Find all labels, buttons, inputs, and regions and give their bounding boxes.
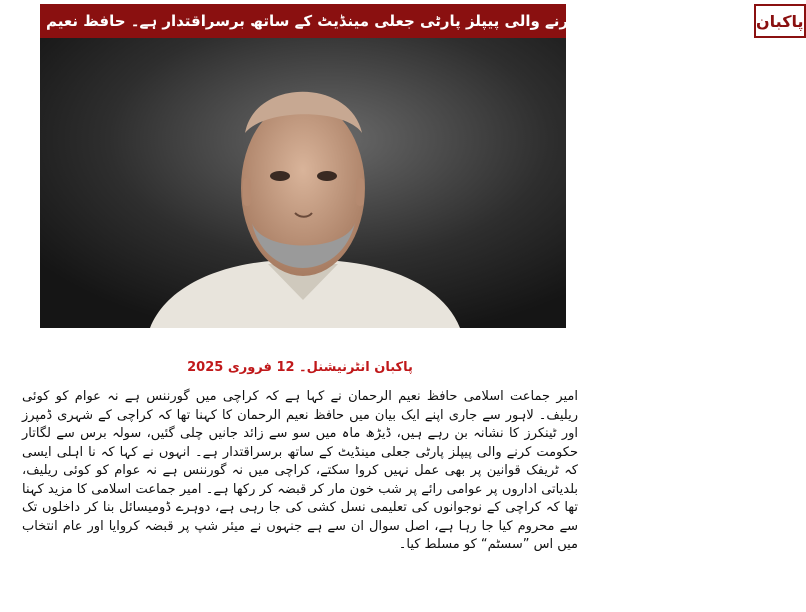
portrait-photo bbox=[40, 38, 566, 328]
headline-text: سولہ سال سے حکومت کرنے والی پیپلز پارٹی جعلی مینڈیٹ کے ساتھ برسراقتدار ہے۔ حافظ نعیم bbox=[46, 12, 749, 30]
dateline: پاکبان انٹرنیشنل۔ 12 فروری 2025 bbox=[187, 360, 413, 375]
brand-label: پاکبان bbox=[756, 11, 804, 31]
brand-logo bbox=[754, 4, 806, 38]
article-body: امیر جماعت اسلامی حافظ نعیم الرحمان نے کہا ہے کہ کراچی میں گورننس ہے نہ عوام کو کوئی ریلیف۔ لاہور سے جاری اپنے ایک بیان میں حافظ نعیم الرحمان کا کہنا تھا کہ کراچی کے شہری ڈمپرز اور ٹینکرز کا نشانہ بن رہے ہیں، ڈیڑھ ماہ میں سو سے زائد جانیں چلی گئیں، سولہ برس سے لگاتار حکومت کرنے والی پیپلز پارٹی جعلی مینڈیٹ کے ساتھ برسراقتدار ہے۔ انہوں نے کہا کہ نا اہلی ایسی کہ ٹریفک قوانین پر بھی عمل نہیں کروا سکتے، کراچی میں نہ گورننس ہے نہ عوام کو کوئی ریلیف، بلدیاتی اداروں پر عوامی رائے پر شب خون مار کر قبضہ کر رکھا ہے۔ امیر جماعت اسلامی کا مزید کہنا تھا کہ کراچی کے نوجوانوں کی تعلیمی نسل کشی کی جا رہی ہے، دوہرے ڈومیسائل بنا کر داخلوں تک سے محروم کیا جا رہا ہے، اصل سوال ان سے ہے جنہوں نے میئر شپ پر قبضہ کروایا اور عام انتخاب میں اس ”سسٹم“ کو مسلط کیا۔ bbox=[22, 389, 578, 552]
news-photo bbox=[40, 38, 566, 328]
headline-banner bbox=[40, 4, 804, 38]
